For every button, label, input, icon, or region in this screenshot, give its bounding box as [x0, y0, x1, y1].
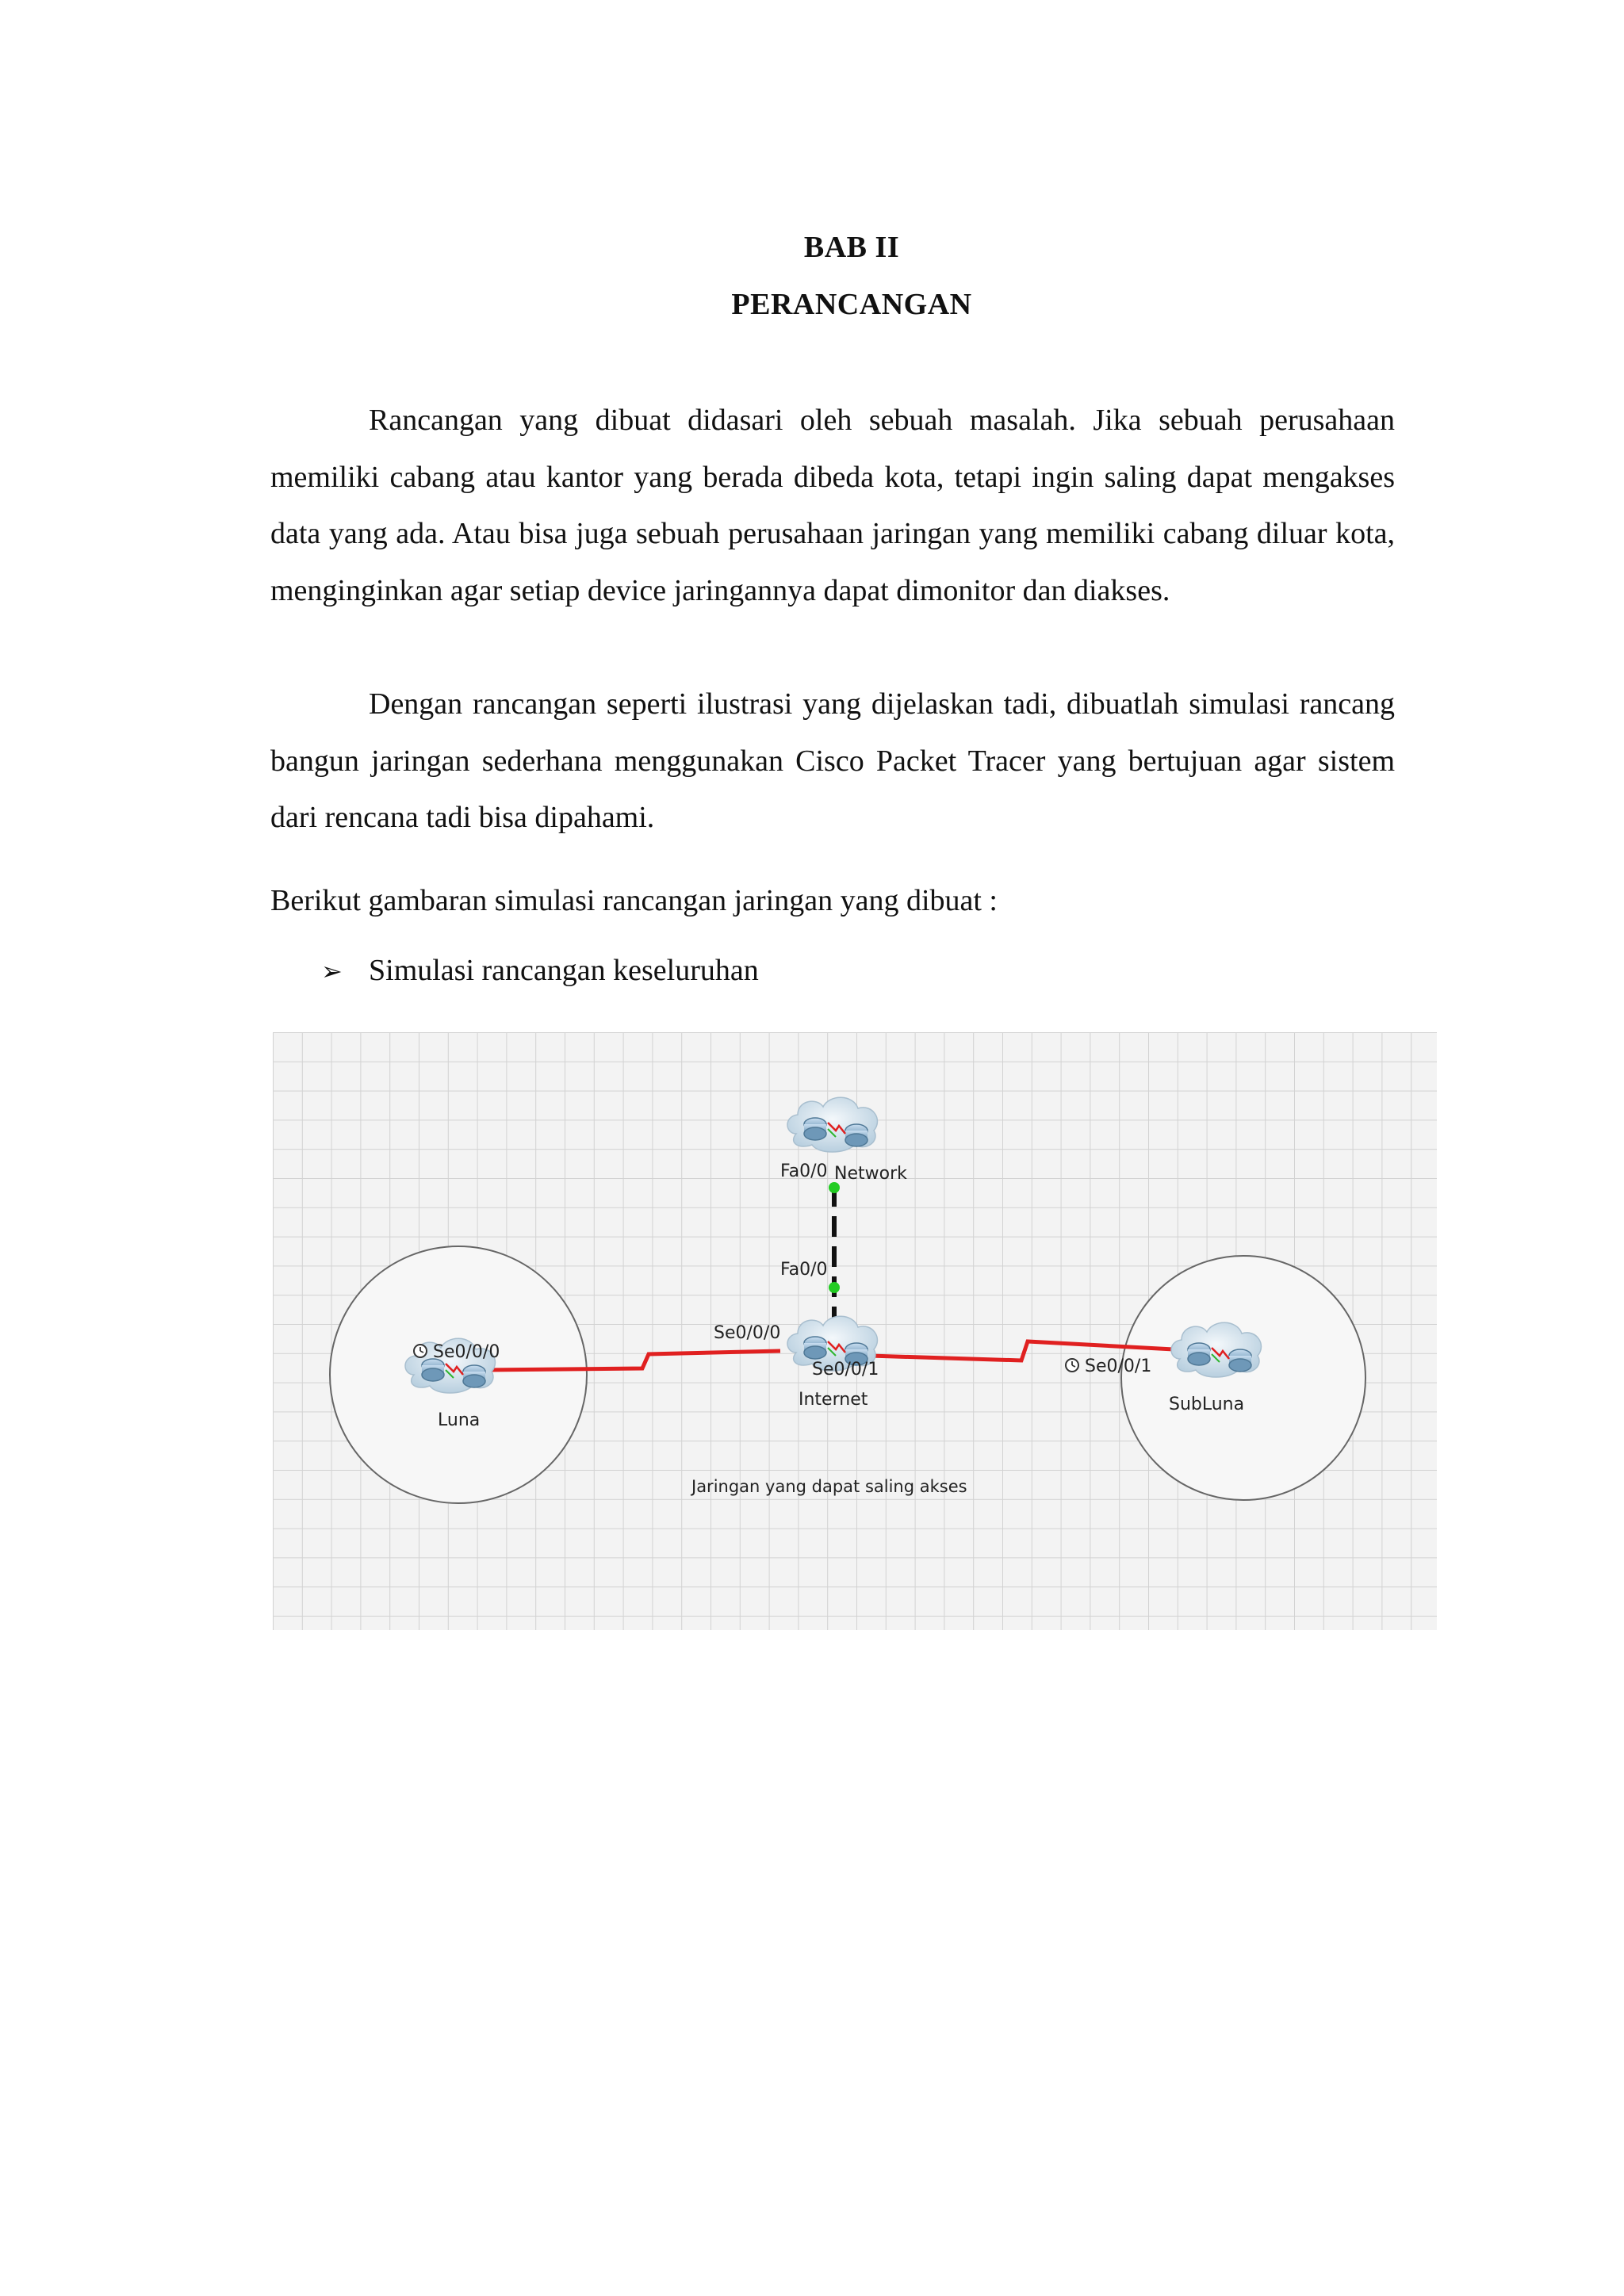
- bullet-item-text: Simulasi rancangan keseluruhan: [369, 954, 759, 987]
- subluna-area-circle: [1121, 1256, 1365, 1500]
- bullet-item: [321, 953, 759, 988]
- paragraph-1-text: Rancangan yang dibuat didasari oleh sebuah masalah. Jika sebuah perusahaan memiliki cabang atau kantor yang berada dibeda kota, tetapi ingin saling dapat mengakses data yang ada. Atau bisa juga sebuah perusahaan jaringan yang memiliki cabang diluar kota, menginginkan agar setiap device jaringannya dapat dimonitor dan diakses.: [270, 404, 1395, 607]
- internet-node-label: Internet: [799, 1390, 868, 1410]
- network-fa-port-label: Fa0/0: [780, 1161, 828, 1181]
- chapter-number: BAB II: [803, 231, 900, 264]
- luna-clock-icon: [414, 1345, 427, 1357]
- arrow-bullet-icon: ➢: [321, 956, 343, 986]
- paragraph-1: [270, 392, 1395, 619]
- diagram-caption: Jaringan yang dapat saling akses: [691, 1477, 967, 1496]
- subluna-se-port-label: Se0/0/1: [1085, 1357, 1152, 1376]
- luna-se-port-label: Se0/0/0: [433, 1342, 500, 1362]
- network-topology-figure: [273, 1032, 1437, 1630]
- subluna-node-label: SubLuna: [1169, 1395, 1245, 1414]
- internet-fa-port-label: Fa0/0: [780, 1260, 828, 1280]
- internet-se1-port-label: Se0/0/1: [812, 1360, 879, 1380]
- chapter-title: PERANCANGAN: [731, 288, 972, 321]
- luna-node-label: Luna: [438, 1410, 481, 1430]
- internet-se0-port-label: Se0/0/0: [714, 1323, 781, 1343]
- network-node-label: Network: [834, 1164, 907, 1184]
- link-up-indicator-internet: [829, 1282, 840, 1293]
- paragraph-2-text: Dengan rancangan seperti ilustrasi yang dijelaskan tadi, dibuatlah simulasi rancang bangun jaringan sederhana menggunakan Cisco Packet Tracer yang bertujuan agar sistem dari rencana tadi bisa dipahami.: [270, 687, 1395, 834]
- topology-canvas: [273, 1032, 1437, 1630]
- subluna-clock-icon: [1066, 1359, 1078, 1372]
- paragraph-2: [270, 676, 1395, 847]
- figure-intro: Berikut gambaran simulasi rancangan jaringan yang dibuat :: [270, 884, 998, 917]
- link-up-indicator-network: [829, 1182, 840, 1193]
